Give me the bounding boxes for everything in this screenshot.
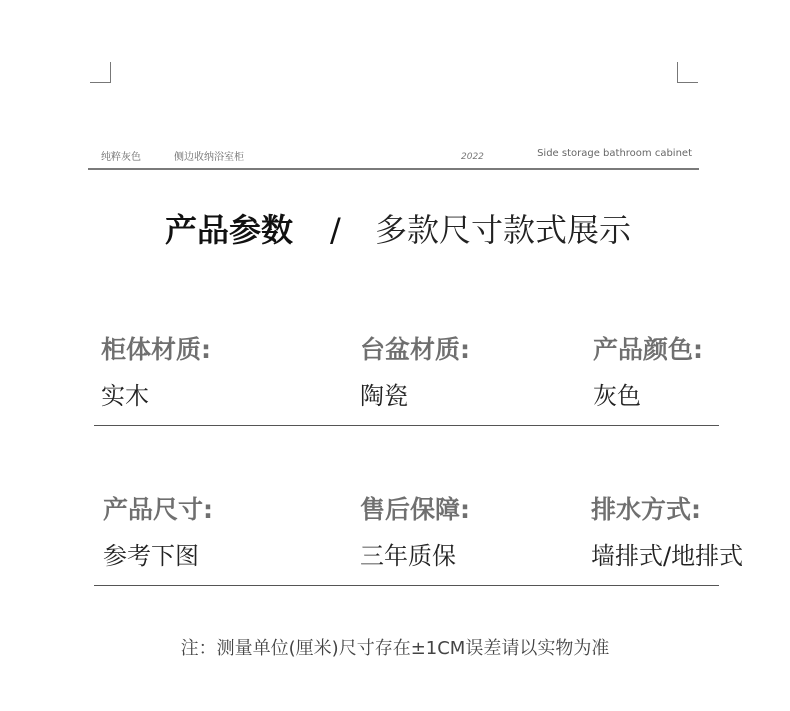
spec-value: 参考下图 [103,542,199,570]
header-tag-color: 纯粹灰色 [101,152,141,163]
measurement-note: 注：测量单位(厘米)尺寸存在±1CM误差请以实物为准 [180,638,610,659]
page-title [0,206,790,256]
spec-value: 灰色 [593,382,641,410]
spec-product-color [593,330,703,411]
spec-cabinet-material [101,330,211,411]
spec-label: 产品颜色: [593,335,703,364]
spec-value: 墙排式/地排式 [591,542,744,570]
spec-label: 台盆材质: [360,335,470,364]
header-english-title: Side storage bathroom cabinet [537,148,692,159]
header-tag-product: 侧边收纳浴室柜 [174,152,244,163]
header-divider [88,168,699,170]
row-divider [94,585,719,586]
spec-drainage [591,490,743,571]
header-strip [88,148,698,168]
header-year: 2022 [461,152,484,162]
spec-label: 排水方式: [591,495,701,524]
spec-product-size [103,490,213,571]
spec-value: 陶瓷 [360,382,408,410]
spec-label: 产品尺寸: [103,495,213,524]
row-divider [94,425,719,426]
spec-warranty [360,490,470,571]
title-main: 产品参数 [165,211,294,249]
spec-label: 售后保障: [360,495,470,524]
crop-mark-left [90,62,111,83]
spec-value: 三年质保 [360,542,456,570]
spec-value: 实木 [101,382,149,410]
spec-label: 柜体材质: [101,335,211,364]
title-separator: / [330,211,341,249]
crop-mark-right [677,62,698,83]
title-sub: 多款尺寸款式展示 [375,211,632,249]
spec-basin-material [360,330,470,411]
